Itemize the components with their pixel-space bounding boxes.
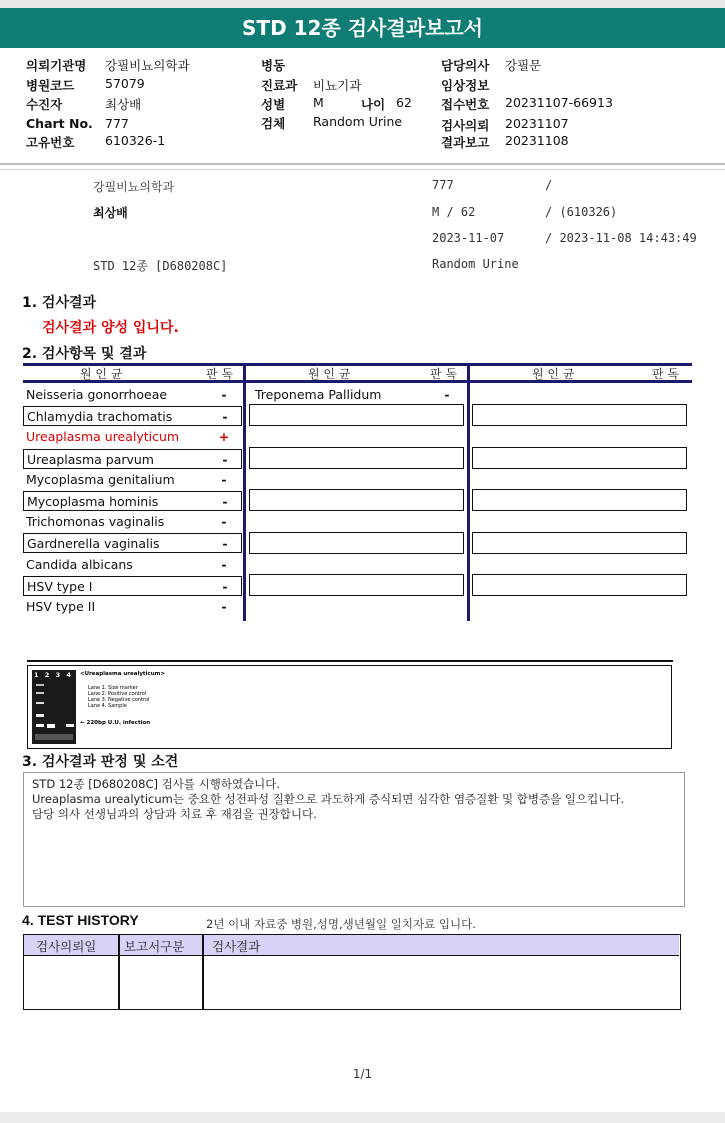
col-header-pathogen: 원 인 균 [308, 367, 351, 381]
header-value: 57079 [105, 76, 145, 91]
table-row [23, 597, 242, 617]
info-chart: 777 [432, 178, 454, 192]
section2-title: 2. 검사항목 및 결과 [22, 346, 147, 362]
pathogen-name: Treponema Pallidum [255, 387, 382, 402]
header-value: M [313, 95, 324, 110]
positive-message: 검사결과 양성 입니다. [42, 320, 179, 336]
history-col-header: 보고서구분 [124, 939, 185, 954]
pathogen-result: - [222, 494, 228, 509]
header-label: Chart No. [26, 116, 93, 131]
gel-legend-line: Lane 2. Positive control [88, 691, 147, 697]
header-label: 고유번호 [26, 135, 75, 150]
header-label: 결과보고 [441, 135, 490, 150]
pathogen-result: - [221, 387, 227, 402]
age-value: 62 [396, 95, 412, 110]
history-table [23, 934, 681, 1010]
history-col-divider [202, 935, 204, 1009]
empty-result-cell [472, 532, 687, 554]
header-label: 병원코드 [26, 78, 75, 93]
history-col-header: 검사결과 [212, 939, 261, 954]
pathogen-name: Gardnerella vaginalis [27, 536, 160, 552]
section3-title: 3. 검사결과 판정 및 소견 [22, 754, 179, 770]
info-sex-age: M / 62 [432, 205, 476, 219]
pathogen-result: - [222, 578, 228, 594]
table-col-divider [467, 363, 470, 621]
gel-photo [32, 670, 76, 744]
header-value: 20231108 [505, 133, 569, 148]
pathogen-result: - [222, 409, 228, 425]
interpretation-line: STD 12종 [D680208C] 검사를 시행하였습니다. [32, 777, 281, 791]
pathogen-name: Mycoplasma genitalium [26, 471, 175, 487]
pathogen-name: Ureaplasma parvum [27, 451, 154, 467]
pathogen-result: + [218, 429, 230, 445]
header-label: 임상정보 [441, 78, 490, 93]
gel-image [27, 665, 672, 749]
pathogen-result: - [221, 556, 227, 572]
pathogen-result: - [444, 387, 450, 402]
history-col-header: 검사의뢰일 [36, 939, 97, 954]
empty-result-cell [472, 574, 687, 596]
empty-result-cell [249, 574, 464, 596]
header-value: 강필문 [505, 58, 542, 73]
gel-top-line [27, 660, 673, 662]
col-header-result: 판 독 [206, 367, 233, 381]
pathogen-result: - [221, 471, 227, 487]
info-id: / (610326) [545, 205, 618, 219]
header-label: 수진자 [26, 97, 63, 112]
header-value: 20231107-66913 [505, 95, 613, 110]
interpretation-box [23, 772, 685, 907]
interpretation-line: Ureaplasma urealyticum는 중요한 성전파성 질환으로 과도하게 증식되면 심각한 염증질환 및 합병증을 일으킵니다. [32, 792, 625, 806]
header-value: 강필비뇨의학과 [105, 58, 190, 73]
history-header [24, 935, 679, 956]
header-value: Random Urine [313, 114, 403, 129]
empty-result-cell [249, 489, 464, 511]
history-col-divider [118, 935, 120, 1009]
table-row [23, 427, 242, 447]
table-row [23, 406, 242, 426]
empty-result-cell [472, 489, 687, 511]
gel-legend-line: Lane 3. Negative control [88, 697, 150, 703]
table-row [23, 555, 242, 575]
header-label: 성별 [261, 97, 286, 112]
header-value: 777 [105, 116, 129, 131]
pathogen-name: Mycoplasma hominis [27, 494, 159, 509]
table-row [23, 449, 242, 469]
header-value: 20231107 [505, 116, 569, 131]
table-row [250, 385, 464, 405]
header-label: 검사의뢰 [441, 118, 490, 133]
info-slash: / [545, 178, 553, 192]
table-col-divider [243, 363, 246, 621]
table-row [23, 512, 242, 532]
col-header-result: 판 독 [430, 367, 457, 381]
header-label: 담당의사 [441, 58, 490, 73]
header-label: 병동 [261, 58, 286, 73]
table-row [23, 385, 242, 405]
history-note: 2년 이내 자료중 병원,성명,생년월일 일치자료 입니다. [206, 917, 476, 931]
pathogen-result: - [221, 514, 227, 530]
pathogen-name: Ureaplasma urealyticum [26, 429, 180, 445]
info-clinic: 강필비뇨의학과 [93, 180, 175, 194]
info-specimen: Random Urine [432, 257, 519, 271]
empty-result-cell [249, 404, 464, 426]
table-row [23, 470, 242, 490]
table-top-line [23, 363, 692, 366]
col-header-pathogen: 원 인 균 [80, 367, 123, 381]
age-label: 나이 [361, 97, 386, 112]
section1-title: 1. 검사결과 [22, 295, 97, 311]
header-label: 접수번호 [441, 97, 490, 112]
info-reported: / 2023-11-08 14:43:49 [545, 231, 697, 245]
pathogen-name: Trichomonas vaginalis [26, 514, 165, 530]
table-row [23, 533, 242, 553]
header-divider [0, 169, 725, 170]
header-value: 비뇨기과 [313, 78, 362, 93]
pathogen-name: Chlamydia trachomatis [27, 409, 173, 425]
pathogen-result: - [221, 599, 227, 614]
empty-result-cell [249, 447, 464, 469]
empty-result-cell [472, 447, 687, 469]
header-label: 의뢰기관명 [26, 58, 87, 73]
header-value: 최상배 [105, 97, 142, 112]
section4-title: 4. TEST HISTORY [22, 912, 139, 928]
table-row [23, 491, 242, 511]
header-label: 검체 [261, 116, 286, 131]
pathogen-result: - [222, 536, 228, 552]
top-strip [0, 0, 725, 8]
pathogen-name: Candida albicans [26, 556, 133, 572]
gel-legend-line: Lane 4. Sample [88, 703, 127, 709]
table-header-line [23, 380, 692, 383]
header-value: 610326-1 [105, 133, 166, 148]
bottom-strip [0, 1112, 725, 1123]
pathogen-name: Neisseria gonorrhoeae [26, 387, 168, 402]
gel-legend-line: Lane 1. Size marker [88, 685, 138, 691]
report-title: STD 12종 검사결과보고서 [0, 8, 725, 48]
info-patient: 최상배 [93, 206, 128, 220]
empty-result-cell [472, 404, 687, 426]
interpretation-line: 담당 의사 선생님과의 상담과 치료 후 재검을 권장합니다. [32, 807, 317, 821]
col-header-result: 판 독 [652, 367, 679, 381]
empty-result-cell [249, 532, 464, 554]
info-received: 2023-11-07 [432, 231, 505, 245]
col-header-pathogen: 원 인 균 [532, 367, 575, 381]
table-row [23, 576, 242, 596]
header-label: 진료과 [261, 78, 298, 93]
header-divider [0, 163, 725, 165]
pathogen-name: HSV type I [27, 578, 93, 594]
gel-arrow-label: ← 220bp U.U. infection [80, 720, 151, 726]
info-test: STD 12종 [D680208C] [93, 259, 228, 273]
pathogen-name: HSV type II [26, 599, 96, 614]
gel-title: <Ureaplasma urealyticum> [80, 671, 165, 677]
pathogen-result: - [222, 451, 228, 467]
page-number: 1/1 [352, 1067, 373, 1081]
gel-lanes: 1 2 3 4 [34, 671, 73, 679]
